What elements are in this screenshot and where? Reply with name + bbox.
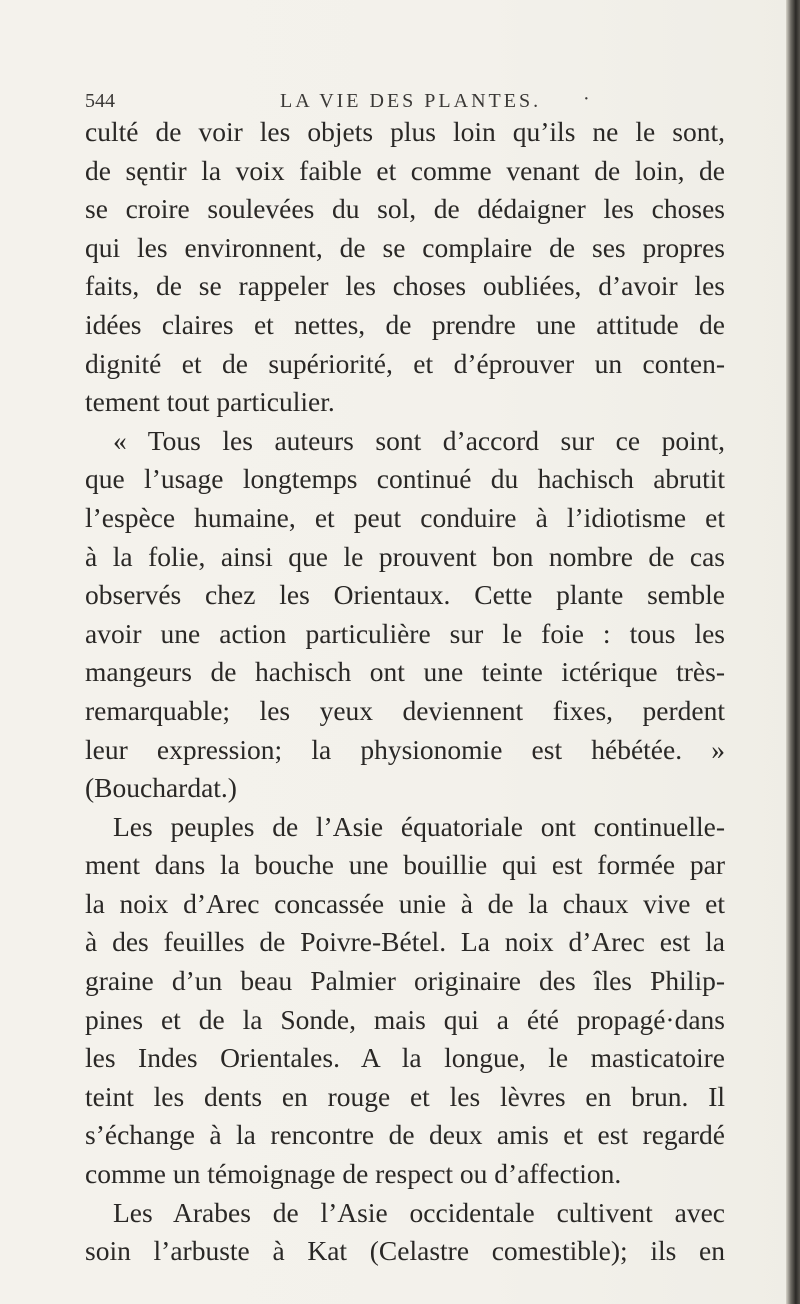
page-number: 544 [85, 90, 115, 112]
text-line: leur expression; la physionomie est hébétée. » [85, 733, 725, 765]
text-line: ment dans la bouche une bouillie qui est formée par [85, 849, 725, 881]
text-line: idées claires et nettes, de prendre une attitude de [85, 308, 725, 340]
text-line: « Tous les auteurs sont d’accord sur ce point, [113, 424, 725, 456]
text-line: de sęntir la voix faible et comme venant de loin, de [85, 154, 725, 186]
text-line: s’échange à la rencontre de deux amis et est regardé [85, 1119, 725, 1151]
page-binding-edge [786, 0, 800, 1304]
text-line: à la folie, ainsi que le prouvent bon nombre de cas [85, 540, 725, 572]
text-line: se croire soulevées du sol, de dédaigner les choses [85, 193, 725, 225]
text-line: Les Arabes de l’Asie occidentale cultivent avec [113, 1196, 725, 1228]
text-line: les Indes Orientales. A la longue, le masticatoire [85, 1042, 725, 1074]
text-line: que l’usage longtemps continué du hachisch abrutit [85, 463, 725, 495]
text-line: dignité et de supériorité, et d’éprouver un conten- [85, 347, 725, 379]
text-line: pines et de la Sonde, mais qui a été propagé·dans [85, 1003, 725, 1035]
body-text [85, 113, 725, 1271]
text-line: à des feuilles de Poivre-Bétel. La noix d’Arec est la [85, 926, 725, 958]
text-line: qui les environnent, de se complaire de ses propres [85, 231, 725, 263]
text-line: mangeurs de hachisch ont une teinte ictérique très- [85, 656, 725, 688]
text-line: la noix d’Arec concassée unie à de la chaux vive et [85, 887, 725, 919]
running-title: LA VIE DES PLANTES. [280, 90, 542, 112]
text-line: l’espèce humaine, et peut conduire à l’idiotisme et [85, 501, 725, 533]
text-line: comme un témoignage de respect ou d’affection. [85, 1158, 622, 1190]
text-line: avoir une action particulière sur le foie : tous les [85, 617, 725, 649]
text-line: faits, de se rappeler les choses oubliées, d’avoir les [85, 270, 725, 302]
text-line: remarquable; les yeux deviennent fixes, perdent [85, 694, 725, 726]
text-line: (Bouchardat.) [85, 772, 237, 804]
text-line: teint les dents en rouge et les lèvres en brun. Il [85, 1080, 725, 1112]
text-line: soin l’arbuste à Kat (Celastre comestible); ils en [85, 1235, 725, 1267]
text-line: observés chez les Orientaux. Cette plante semble [85, 579, 725, 611]
text-line: Les peuples de l’Asie équatoriale ont continuelle- [113, 810, 725, 842]
running-head-mark: · [583, 88, 590, 110]
text-line: graine d’un beau Palmier originaire des îles Philip- [85, 965, 725, 997]
text-line: tement tout particulier. [85, 386, 335, 418]
text-line: culté de voir les objets plus loin qu’ils ne le sont, [85, 116, 725, 147]
